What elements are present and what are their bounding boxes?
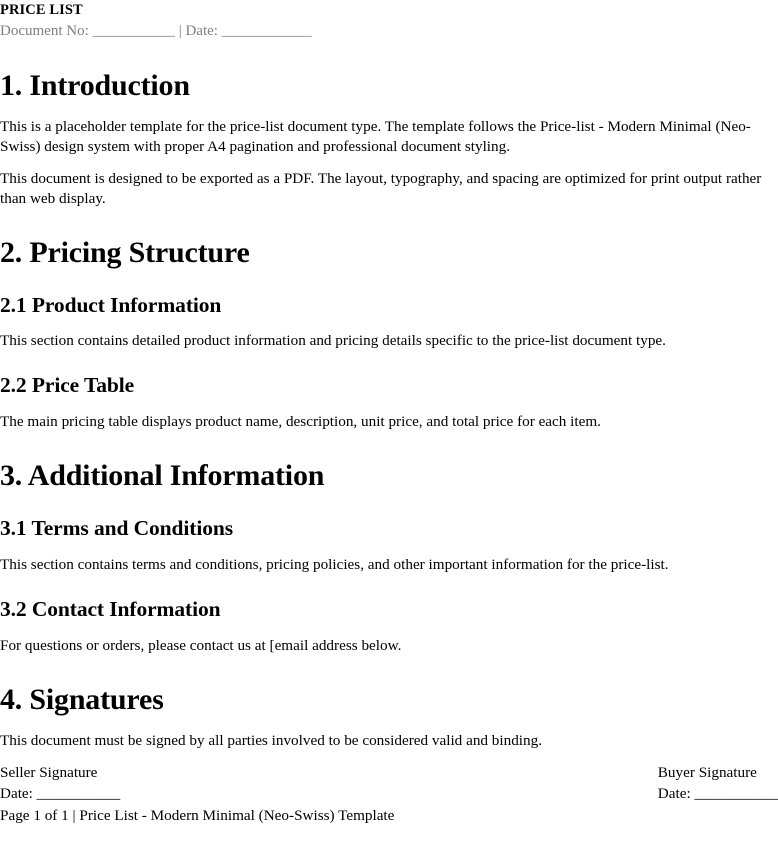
section-heading-signatures: 4. Signatures [0,682,164,716]
signature-row [0,763,778,803]
paragraph-product-information: This section contains detailed product information and pricing details specific to the price-list document type. [0,332,666,350]
buyer-signature-label: Buyer Signature [657,764,757,782]
document-title: PRICE LIST [0,2,83,18]
document-header [0,0,778,42]
seller-signature-label: Seller Signature [0,764,98,782]
buyer-signature-block [658,763,778,803]
subsection-heading-terms-and-conditions: 3.1 Terms and Conditions [0,515,233,540]
document-footer: Page 1 of 1 | Price List - Modern Minimal (Neo-Swiss) Template [0,806,395,824]
section-heading-introduction: 1. Introduction [0,68,190,102]
paragraph-signatures: This document must be signed by all parties involved to be considered valid and binding. [0,732,543,750]
subsection-heading-contact-information: 3.2 Contact Information [0,596,221,621]
subsection-heading-price-table: 2.2 Price Table [0,373,135,398]
paragraph-terms-and-conditions: This section contains terms and conditions, pricing policies, and other important information for the price-list. [0,555,669,573]
section-heading-pricing-structure: 2. Pricing Structure [0,236,250,269]
paragraph-intro-1: This is a placeholder template for the price-list document type. The template follows the Price-list - Modern Minimal (Neo-Swiss) design system with proper A4 pagination and professional document styling. [0,118,751,156]
paragraph-intro-2: This document is designed to be exported as a PDF. The layout, typography, and spacing are optimized for print output rather than web display. [0,169,762,207]
seller-signature-block [0,763,120,803]
document-meta-line: Document No: ___________ | Date: ____________ [0,23,312,40]
buyer-date-line[interactable]: Date: ___________ [657,784,778,802]
paragraph-price-table: The main pricing table displays product name, description, unit price, and total price for each item. [0,413,601,431]
subsection-heading-product-information: 2.1 Product Information [0,292,222,317]
paragraph-contact-information: For questions or orders, please contact us at [email address below. [0,636,402,654]
seller-date-line[interactable]: Date: ___________ [0,784,121,802]
section-heading-additional-information: 3. Additional Information [0,459,325,493]
